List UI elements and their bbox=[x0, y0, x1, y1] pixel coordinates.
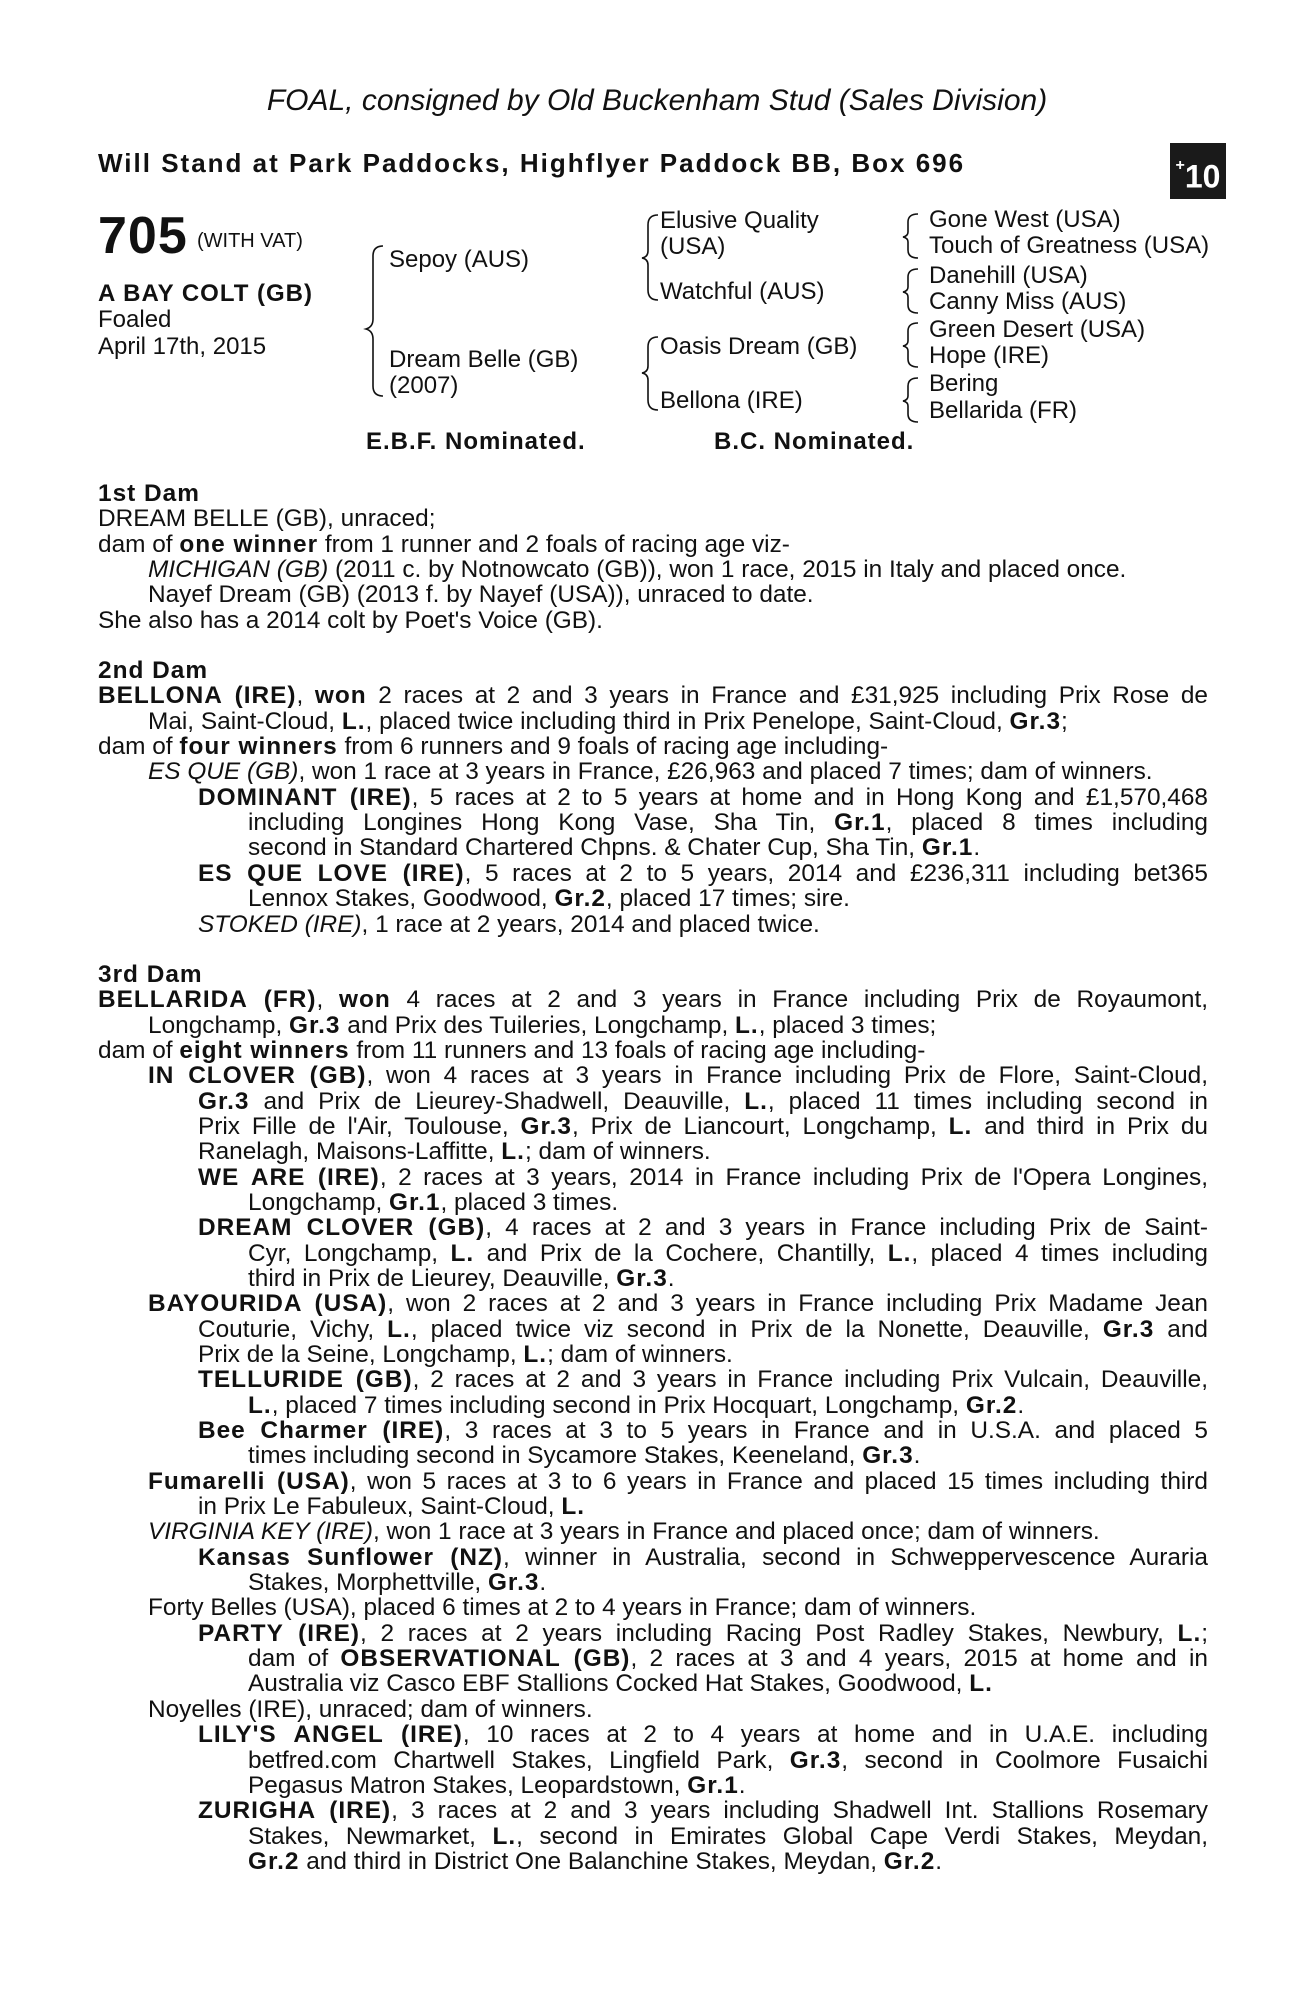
text-bold: Gr.3 bbox=[198, 1088, 250, 1114]
text: Stakes, Newmarket, bbox=[248, 1823, 493, 1849]
text-line bbox=[98, 810, 1208, 835]
text: Couturie, Vichy, bbox=[198, 1316, 388, 1342]
text-bold: L. bbox=[1177, 1620, 1202, 1647]
text-italic: VIRGINIA KEY (IRE) bbox=[148, 1518, 373, 1546]
text: . bbox=[667, 1264, 675, 1292]
text-line bbox=[98, 1773, 1208, 1798]
text: ; bbox=[1061, 707, 1068, 735]
text-bold: Gr.3 bbox=[1102, 1316, 1155, 1342]
text-bold: L. bbox=[523, 1341, 548, 1368]
text: Longchamp, bbox=[248, 1188, 390, 1216]
text: Mai, Saint-Cloud, bbox=[148, 707, 342, 735]
text: Ranelagh, Maisons-Laffitte, bbox=[198, 1138, 502, 1166]
text: and Prix des Tuileries, Longchamp, bbox=[340, 1011, 736, 1039]
text: , 1 race at 2 years, 2014 and placed twice. bbox=[361, 910, 820, 938]
text-line bbox=[98, 835, 1208, 860]
text: Prix de la Seine, Longchamp, bbox=[198, 1341, 524, 1368]
text: times including second in Sycamore Stakes, Keeneland, bbox=[248, 1442, 863, 1470]
text-bold: won bbox=[314, 683, 367, 709]
section-1st-dam: 1st Dam bbox=[98, 480, 200, 507]
text-line bbox=[98, 1646, 1208, 1671]
granddam-bellarida: Bellarida (FR) bbox=[929, 397, 1078, 424]
text-line bbox=[98, 1443, 1208, 1468]
text: in Prix Le Fabuleux, Saint-Cloud, bbox=[198, 1493, 562, 1521]
text-line bbox=[98, 1798, 1208, 1823]
text: betfred.com Chartwell Stakes, Lingfield Park, bbox=[248, 1747, 790, 1773]
text: third in Prix de Lieurey, Deauville, bbox=[248, 1264, 617, 1292]
text-bold: Gr.3 bbox=[616, 1264, 668, 1292]
text-bold: four winners bbox=[179, 733, 338, 761]
text: , won 1 race at 3 years in France and placed once; dam of winners. bbox=[372, 1518, 1100, 1546]
text: , second in Emirates Global Cape Verdi Stakes, Meydan, bbox=[516, 1823, 1208, 1849]
vat-note: (WITH VAT) bbox=[197, 230, 303, 252]
section-3rd-dam: 3rd Dam bbox=[98, 960, 203, 988]
text: , won 1 race at 3 years in France, £26,963 and placed 7 times; dam of winners. bbox=[298, 758, 1153, 786]
text-bold: ZURIGHA (IRE) bbox=[198, 1798, 392, 1824]
text-bold: L. bbox=[744, 1088, 768, 1114]
text: . bbox=[935, 1847, 943, 1875]
text-line bbox=[98, 1317, 1208, 1342]
text-bold: TELLURIDE (GB) bbox=[198, 1367, 413, 1393]
text: . bbox=[738, 1771, 746, 1799]
text: , 2 races at 2 and 3 years in France including Prix Vulcain, Deauville, bbox=[412, 1367, 1208, 1393]
text-bold: WE ARE (IRE) bbox=[198, 1164, 380, 1190]
text-bold: LILY'S ANGEL (IRE) bbox=[198, 1722, 463, 1748]
text: and third in Prix du bbox=[972, 1113, 1208, 1140]
text-bold: L. bbox=[248, 1391, 272, 1419]
text-bold: L. bbox=[341, 707, 366, 735]
text: including Longines Hong Kong Vase, Sha Tin, bbox=[248, 810, 835, 836]
text-line bbox=[98, 1393, 1208, 1418]
text: and third in District One Balanchine Stakes, Meydan, bbox=[299, 1847, 884, 1875]
text-line: She also has a 2014 colt by Poet's Voice (GB). bbox=[98, 606, 603, 634]
bracket-sire bbox=[642, 215, 658, 300]
text: . bbox=[973, 834, 981, 862]
text-line bbox=[98, 1849, 1208, 1874]
text: , 2 races at 3 years, 2014 in France including Prix de l'Opera Longines, bbox=[379, 1164, 1208, 1190]
text: and Prix de Lieurey-Shadwell, Deauville, bbox=[249, 1088, 745, 1114]
text: , placed 8 times including bbox=[885, 810, 1208, 836]
text-bold: Gr.3 bbox=[1009, 707, 1062, 735]
text: . bbox=[913, 1442, 921, 1470]
badge-plus: + bbox=[1175, 157, 1185, 174]
text: , Prix de Liancourt, Longchamp, bbox=[572, 1113, 949, 1140]
text: 2 races at 2 and 3 years in France and £31,925 including Prix Rose de bbox=[366, 683, 1208, 709]
text-line bbox=[98, 1722, 1208, 1747]
text: , 3 races at 3 to 5 years in France and in U.S.A. and placed 5 bbox=[444, 1418, 1208, 1444]
text-line bbox=[98, 1013, 1208, 1038]
text-line bbox=[98, 1469, 1208, 1494]
text-line bbox=[98, 532, 1208, 557]
text-line bbox=[98, 1114, 1208, 1139]
text-bold: Bee Charmer (IRE) bbox=[198, 1418, 445, 1444]
dam-year: (2007) bbox=[389, 372, 459, 399]
dam-name: Dream Belle (GB) bbox=[389, 346, 579, 373]
text: dam of bbox=[98, 530, 180, 558]
text: Lennox Stakes, Goodwood, bbox=[248, 885, 555, 913]
text-line bbox=[98, 1190, 1208, 1215]
text: , 10 races at 2 to 4 years at home and in U.A.E. including bbox=[462, 1722, 1208, 1748]
bracket-gen1 bbox=[366, 246, 383, 396]
text-bold: BELLARIDA (FR) bbox=[98, 987, 317, 1013]
text-bold: eight winners bbox=[179, 1036, 350, 1064]
text: , placed 3 times. bbox=[440, 1188, 619, 1216]
text-bold: L. bbox=[501, 1138, 525, 1166]
text-line bbox=[98, 734, 1208, 759]
text: ; dam of winners. bbox=[524, 1138, 711, 1166]
grandsire-gone-west: Gone West (USA) bbox=[929, 206, 1121, 233]
sire-dam: Watchful (AUS) bbox=[660, 278, 825, 305]
text: , bbox=[296, 683, 315, 709]
text: , won 2 races at 2 and 3 years in France including Prix Madame Jean bbox=[387, 1291, 1208, 1317]
text-line bbox=[98, 1494, 1208, 1519]
text-bold: Gr.1 bbox=[687, 1771, 739, 1799]
text-line bbox=[98, 1063, 1208, 1088]
text: , placed twice viz second in Prix de la Nonette, Deauville, bbox=[410, 1316, 1103, 1342]
text: , bbox=[316, 987, 339, 1013]
text-bold: BELLONA (IRE) bbox=[98, 683, 297, 709]
text-line bbox=[98, 1165, 1208, 1190]
text-line bbox=[98, 1671, 1208, 1696]
text: 4 races at 2 and 3 years in France including Prix de Royaumont, bbox=[390, 987, 1208, 1013]
text-line bbox=[98, 1570, 1208, 1595]
text-bold: Gr.3 bbox=[862, 1442, 914, 1470]
text: Longchamp, bbox=[148, 1011, 290, 1039]
text: , placed 7 times including second in Prix Hocquart, Longchamp, bbox=[271, 1391, 966, 1419]
section-2nd-dam: 2nd Dam bbox=[98, 657, 209, 685]
text-bold: L. bbox=[969, 1670, 993, 1698]
text-bold: DREAM CLOVER (GB) bbox=[198, 1215, 486, 1241]
text: , placed twice including third in Prix Penelope, Saint-Cloud, bbox=[365, 707, 1010, 735]
text: , placed 4 times including bbox=[911, 1240, 1208, 1266]
text-line bbox=[98, 1519, 1208, 1544]
foaled-date: April 17th, 2015 bbox=[98, 333, 267, 360]
text: Cyr, Longchamp, bbox=[248, 1240, 451, 1266]
text-bold: Gr.2 bbox=[965, 1391, 1018, 1419]
text-line bbox=[98, 861, 1208, 886]
bracket-g1 bbox=[903, 214, 918, 258]
text-bold: one winner bbox=[179, 530, 319, 558]
text-bold: L. bbox=[948, 1113, 973, 1140]
text-line: Forty Belles (USA), placed 6 times at 2 to 4 years in France; dam of winners. bbox=[148, 1594, 977, 1622]
text-bold: Gr.2 bbox=[554, 885, 606, 913]
text: , placed 3 times; bbox=[758, 1011, 937, 1039]
text: Stakes, Morphettville, bbox=[248, 1569, 488, 1597]
lot-number: 705 bbox=[98, 207, 188, 265]
text-line: DREAM BELLE (GB), unraced; bbox=[98, 505, 436, 533]
text: , placed 11 times including second in bbox=[767, 1088, 1208, 1114]
grandsire-green-desert: Green Desert (USA) bbox=[929, 316, 1146, 343]
stand-location: Will Stand at Park Paddocks, Highflyer Paddock BB, Box 696 bbox=[98, 148, 966, 178]
text-bold: Gr.3 bbox=[487, 1569, 540, 1597]
text: Prix Fille de l'Air, Toulouse, bbox=[198, 1113, 521, 1140]
sire-sire-line1: Elusive Quality bbox=[660, 207, 819, 234]
granddam-touch-of-greatness: Touch of Greatness (USA) bbox=[929, 232, 1210, 259]
consignment-line: FOAL, consigned by Old Buckenham Stud (Sales Division) bbox=[266, 84, 1048, 117]
text-bold: L. bbox=[492, 1823, 517, 1849]
bracket-g3 bbox=[903, 323, 918, 367]
text: , 2 races at 2 years including Racing Post Radley Stakes, Newbury, bbox=[360, 1620, 1178, 1647]
text: Australia viz Casco EBF Stallions Cocked Hat Stakes, Goodwood, bbox=[248, 1670, 970, 1698]
text-bold: Gr.3 bbox=[520, 1113, 572, 1140]
text: ; bbox=[1201, 1620, 1208, 1647]
text-bold: OBSERVATIONAL (GB) bbox=[340, 1646, 631, 1672]
text-line bbox=[98, 1038, 1208, 1063]
text-line bbox=[98, 886, 1208, 911]
text-line: Nayef Dream (GB) (2013 f. by Nayef (USA)), unraced to date. bbox=[148, 581, 814, 609]
text: , winner in Australia, second in Schweppervescence Auraria bbox=[503, 1544, 1208, 1571]
text-line bbox=[98, 1342, 1208, 1367]
text-bold: Fumarelli (USA) bbox=[148, 1468, 350, 1495]
text-line bbox=[98, 683, 1208, 708]
text: dam of bbox=[98, 1036, 180, 1064]
text-line bbox=[98, 1748, 1208, 1773]
text: , 4 races at 2 and 3 years in France including Prix de Saint- bbox=[485, 1215, 1208, 1241]
text-line bbox=[98, 1367, 1208, 1392]
text-bold: IN CLOVER (GB) bbox=[148, 1063, 367, 1089]
text-line bbox=[98, 709, 1208, 734]
text-line bbox=[98, 1545, 1208, 1570]
text-line bbox=[98, 759, 1208, 784]
text: , second in Coolmore Fusaichi bbox=[841, 1747, 1208, 1773]
text: , 2 races at 3 and 4 years, 2015 at home and in bbox=[630, 1646, 1208, 1672]
grandsire-danehill: Danehill (USA) bbox=[929, 262, 1088, 289]
text: ; dam of winners. bbox=[547, 1341, 733, 1368]
text-bold: won bbox=[339, 987, 391, 1013]
dam-dam: Bellona (IRE) bbox=[660, 387, 803, 414]
text: and bbox=[1154, 1316, 1208, 1342]
text-bold: Gr.2 bbox=[248, 1847, 300, 1875]
text-line bbox=[98, 1824, 1208, 1849]
text-bold: L. bbox=[887, 1240, 912, 1266]
text: . bbox=[1017, 1391, 1025, 1419]
text-italic: ES QUE (GB) bbox=[148, 758, 299, 786]
text: second in Standard Chartered Chpns. & Chater Cup, Sha Tin, bbox=[248, 834, 922, 862]
text: Pegasus Matron Stakes, Leopardstown, bbox=[248, 1771, 688, 1799]
foaled-label: Foaled bbox=[98, 306, 172, 333]
text-bold: L. bbox=[450, 1240, 475, 1266]
text-bold: Gr.1 bbox=[389, 1188, 441, 1216]
text-bold: L. bbox=[387, 1316, 411, 1342]
text: from 6 runners and 9 foals of racing age including- bbox=[337, 733, 889, 761]
text: , won 5 races at 3 to 6 years in France and placed 15 times including third bbox=[349, 1468, 1208, 1495]
text: from 1 runner and 2 foals of racing age viz- bbox=[318, 530, 790, 558]
text-bold: L. bbox=[561, 1493, 586, 1521]
bracket-g2 bbox=[903, 269, 918, 313]
text-line bbox=[98, 1089, 1208, 1114]
text-line bbox=[98, 1241, 1208, 1266]
text-line bbox=[98, 912, 1208, 937]
text-line bbox=[98, 785, 1208, 810]
grandsire-bering: Bering bbox=[929, 370, 999, 397]
text-line bbox=[98, 1621, 1208, 1646]
sire-name: Sepoy (AUS) bbox=[389, 246, 530, 273]
text-line bbox=[98, 1215, 1208, 1240]
text-line bbox=[98, 1291, 1208, 1316]
text-line bbox=[98, 1139, 1208, 1164]
catalogue-body bbox=[98, 481, 1208, 1874]
sire-sire-line2: (USA) bbox=[660, 233, 726, 260]
text-bold: ES QUE LOVE (IRE) bbox=[198, 860, 465, 887]
dam-sire: Oasis Dream (GB) bbox=[660, 333, 858, 360]
text: and Prix de la Cochere, Chantilly, bbox=[474, 1240, 888, 1266]
granddam-canny-miss: Canny Miss (AUS) bbox=[929, 288, 1127, 315]
text: , 3 races at 2 and 3 years including Shadwell Int. Stallions Rosemary bbox=[391, 1798, 1208, 1824]
text: , 5 races at 2 to 5 years at home and in Hong Kong and £1,570,468 bbox=[411, 784, 1208, 811]
text-bold: Gr.1 bbox=[921, 834, 974, 862]
text-line bbox=[98, 557, 1208, 582]
text-line: Noyelles (IRE), unraced; dam of winners. bbox=[148, 1695, 593, 1723]
text-italic: STOKED (IRE) bbox=[198, 910, 362, 938]
text: dam of bbox=[98, 733, 180, 761]
text-bold: Kansas Sunflower (NZ) bbox=[198, 1544, 504, 1571]
text-bold: Gr.2 bbox=[883, 1847, 936, 1875]
ebf-nominated: E.B.F. Nominated. bbox=[366, 428, 586, 455]
text-italic: MICHIGAN (GB) bbox=[148, 556, 329, 584]
text-bold: Gr.3 bbox=[789, 1747, 842, 1773]
text-bold: L. bbox=[735, 1011, 759, 1039]
bracket-g4 bbox=[903, 378, 918, 422]
text: , placed 17 times; sire. bbox=[605, 885, 850, 913]
text-line bbox=[98, 1418, 1208, 1443]
text-line bbox=[98, 1266, 1208, 1291]
text: , 5 races at 2 to 5 years, 2014 and £236,311 including bet365 bbox=[464, 860, 1208, 887]
text: , won 4 races at 3 years in France including Prix de Flore, Saint-Cloud, bbox=[366, 1063, 1208, 1089]
text-bold: DOMINANT (IRE) bbox=[198, 784, 412, 811]
text-bold: Gr.3 bbox=[289, 1011, 341, 1039]
text-bold: Gr.1 bbox=[834, 810, 886, 836]
bc-nominated: B.C. Nominated. bbox=[714, 428, 915, 455]
text-bold: PARTY (IRE) bbox=[198, 1620, 361, 1647]
text: dam of bbox=[248, 1646, 341, 1672]
bracket-dam bbox=[642, 337, 658, 410]
text: (2011 c. by Notnowcato (GB)), won 1 race, 2015 in Italy and placed once. bbox=[328, 556, 1127, 584]
lot-description: A BAY COLT (GB) bbox=[98, 280, 314, 307]
text: from 11 runners and 13 foals of racing age including- bbox=[349, 1036, 926, 1064]
badge-number: 10 bbox=[1184, 158, 1221, 195]
text-line bbox=[98, 987, 1208, 1012]
text: . bbox=[539, 1569, 547, 1597]
granddam-hope: Hope (IRE) bbox=[929, 342, 1050, 369]
text-bold: BAYOURIDA (USA) bbox=[148, 1291, 388, 1317]
